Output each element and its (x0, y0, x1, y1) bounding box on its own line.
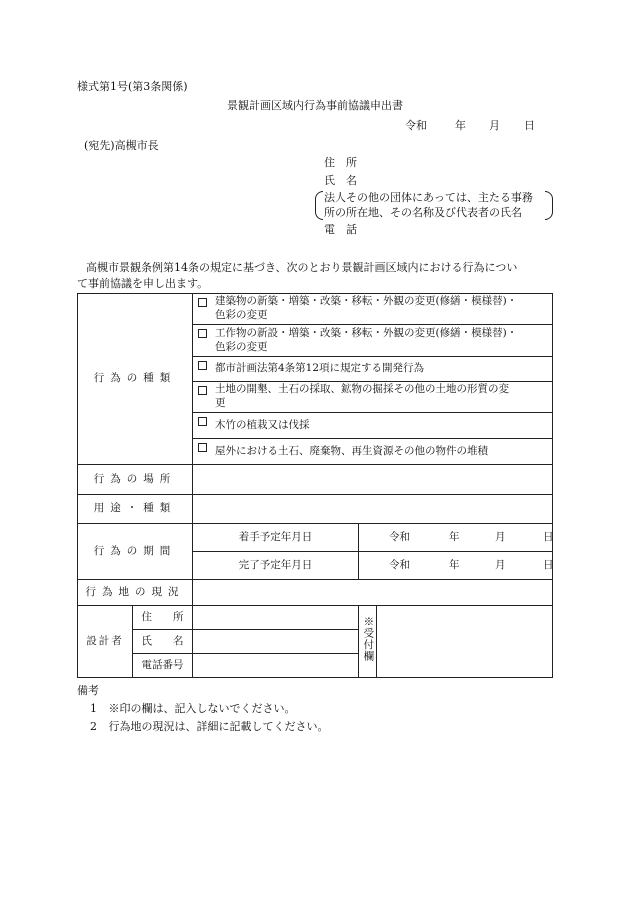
start-date-label: 着手予定年月日 (238, 530, 313, 543)
checkbox-icon[interactable] (198, 361, 207, 370)
site-status-field[interactable] (193, 580, 553, 606)
corporate-note-line2: 所の所在地、その名称及び代表者の氏名 (324, 206, 522, 219)
reception-field (377, 606, 553, 678)
activity-option-2[interactable] (193, 325, 553, 357)
designer-address-label-cell (133, 606, 193, 630)
checkbox-icon[interactable] (198, 386, 207, 395)
note-1-text: ※印の欄は、記入しないでください。 (108, 702, 296, 715)
activity-option-3[interactable] (193, 357, 553, 382)
start-date-month: 月 (495, 530, 506, 543)
note-2-number: 2 (90, 720, 97, 733)
option-5-line1: 木竹の植栽又は伐採 (215, 418, 310, 431)
note-1-number: 1 (90, 702, 97, 715)
start-date-day: 日 (543, 530, 554, 543)
usage-label-cell (78, 495, 193, 524)
location-field[interactable] (193, 465, 553, 495)
applicant-address-label: 住 所 (324, 156, 357, 169)
usage-field[interactable] (193, 495, 553, 524)
end-date-label-cell (193, 552, 359, 580)
end-date-month: 月 (495, 558, 506, 571)
activity-option-1[interactable] (193, 294, 553, 325)
usage-label: 用途・種類 (93, 502, 177, 515)
site-status-label-cell (78, 580, 193, 606)
intro-line2: て事前協議を申し出ます。 (77, 277, 209, 290)
checkbox-icon[interactable] (198, 443, 207, 452)
start-date-year: 年 (449, 530, 460, 543)
option-6-line1: 屋外における土石、廃棄物、再生資源その他の物件の堆積 (215, 444, 488, 457)
form-title: 景観計画区域内行為事前協議申出書 (227, 99, 403, 112)
designer-phone-label: 電話番号 (141, 658, 184, 671)
reception-label-cell (359, 606, 377, 678)
designer-address-field[interactable] (193, 606, 359, 630)
end-date-year: 年 (449, 558, 460, 571)
date-era: 令和 (405, 119, 427, 132)
note-2-text: 行為地の現況は、詳細に記載してください。 (108, 720, 329, 733)
designer-phone-field[interactable] (193, 654, 359, 678)
option-4-line1: 土地の開墾、土石の採取、鉱物の掘採その他の土地の形質の変 (215, 383, 509, 396)
end-date-label: 完了予定年月日 (238, 558, 313, 571)
activity-option-4[interactable] (193, 382, 553, 413)
designer-address-label: 住 所 (141, 610, 184, 623)
intro-line1: 高槻市景観条例第14条の規定に基づき、次のとおり景観計画区域内における行為につい (86, 261, 518, 274)
date-day: 日 (524, 119, 535, 132)
option-3-line1: 都市計画法第4条第12項に規定する開発行為 (215, 362, 425, 375)
location-label: 行為の場所 (93, 472, 177, 485)
designer-label-cell (78, 606, 133, 678)
designer-phone-label-cell (133, 654, 193, 678)
applicant-name-label: 氏 名 (324, 174, 357, 187)
period-label-cell (78, 524, 193, 580)
period-label: 行為の期間 (93, 544, 177, 557)
designer-name-field[interactable] (193, 630, 359, 654)
form-number: 様式第1号(第3条関係) (77, 80, 188, 93)
option-2-line1: 工作物の新設・増築・改築・移転・外観の変更(修繕・模様替)・ (215, 326, 518, 339)
designer-name-label: 氏 名 (141, 634, 184, 647)
activity-option-5[interactable] (193, 413, 553, 439)
start-date-label-cell (193, 524, 359, 552)
option-1-line1: 建築物の新築・増築・改築・移転・外観の変更(修繕・模様替)・ (215, 295, 518, 308)
location-label-cell (78, 465, 193, 495)
date-year: 年 (455, 119, 466, 132)
start-date-field[interactable] (359, 524, 553, 552)
option-4-line2: 更 (215, 397, 226, 409)
corporate-note-bracket-right (545, 191, 553, 220)
end-date-field[interactable] (359, 552, 553, 580)
reception-label: ※受付欄 (362, 616, 375, 663)
checkbox-icon[interactable] (198, 298, 207, 307)
designer-name-label-cell (133, 630, 193, 654)
activity-type-label-cell (78, 294, 193, 465)
addressee: (宛先)高槻市長 (84, 139, 159, 152)
checkbox-icon[interactable] (198, 417, 207, 426)
start-date-era: 令和 (389, 530, 410, 543)
site-status-label: 行為地の現況 (85, 585, 185, 598)
note-item-1 (90, 702, 296, 716)
end-date-era: 令和 (389, 558, 410, 571)
corporate-note-bracket-left (315, 191, 323, 220)
corporate-note-line1: 法人その他の団体にあっては、主たる事務 (324, 191, 533, 204)
activity-type-label: 行為の種類 (93, 372, 177, 385)
note-item-2 (90, 720, 329, 734)
option-1-line2: 色彩の変更 (215, 309, 268, 321)
applicant-phone-label: 電 話 (324, 223, 357, 236)
application-table (77, 293, 553, 678)
notes-heading: 備考 (77, 684, 99, 697)
date-month: 月 (489, 119, 500, 132)
end-date-day: 日 (543, 558, 554, 571)
checkbox-icon[interactable] (198, 329, 207, 338)
activity-option-6[interactable] (193, 439, 553, 465)
option-2-line2: 色彩の変更 (215, 340, 268, 353)
designer-label: 設計者 (86, 634, 124, 647)
